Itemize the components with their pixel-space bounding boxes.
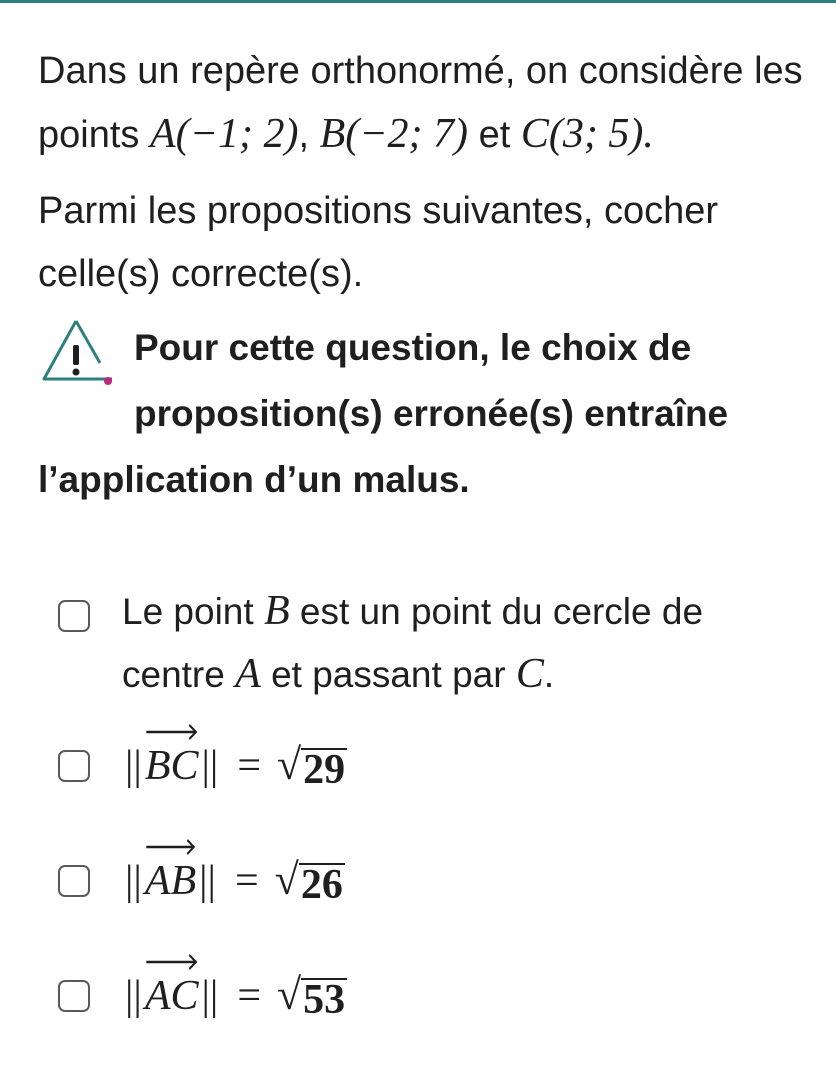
option-1[interactable] (58, 590, 818, 720)
vector-ac (145, 960, 199, 1020)
option-4-formula: || AC || = √ 53 (122, 960, 347, 1020)
vector-ab (145, 845, 196, 905)
opt4-equals: = (237, 973, 262, 1019)
option-1-checkbox[interactable] (58, 600, 90, 632)
sqrt-26: √ 26 (274, 855, 343, 908)
intro-line1: Dans un repère orthonormé, on considère les (38, 50, 803, 92)
point-c: C(3; 5). (520, 111, 654, 157)
option-2-formula: || BC || = √ 29 (122, 730, 347, 790)
points-separator: , (298, 114, 309, 156)
option-4-checkbox[interactable] (58, 980, 90, 1012)
opt1-var-c: C (515, 651, 544, 697)
sqrt-29: √ 29 (277, 740, 346, 793)
option-3-checkbox[interactable] (58, 865, 90, 897)
opt1-var-b: B (263, 588, 290, 634)
opt1-end: . (543, 654, 555, 695)
problem-statement (38, 40, 828, 167)
opt1-var-a: A (235, 651, 261, 697)
vector-bc-label: BC (144, 743, 199, 789)
opt1-part2: est un point du cercle de centre (122, 591, 704, 695)
option-1-text (122, 580, 812, 706)
opt3-equals: = (234, 858, 259, 904)
radicand-53: 53 (303, 977, 346, 1023)
vector-ac-label: AC (144, 973, 199, 1019)
opt1-part3: et passant par (271, 654, 506, 695)
point-b: B(−2; 7) (319, 111, 469, 157)
option-3[interactable] (58, 855, 818, 935)
opt1-part1: Le point (122, 591, 254, 632)
instruction-text: Parmi les propositions suivantes, cocher celle(s) correcte(s). (38, 190, 719, 295)
option-3-formula: || AB || = √ 26 (122, 845, 345, 905)
opt2-equals: = (237, 743, 262, 789)
vector-bc (145, 730, 199, 790)
warning-text: Pour cette question, le choix de proposition(s) erronée(s) entraîne l’application d’un malus. (38, 327, 729, 500)
vector-ab-label: AB (144, 858, 197, 904)
warning-triangle-icon (36, 315, 120, 387)
top-accent-rule (0, 0, 836, 3)
radicand-29: 29 (303, 747, 346, 793)
malus-warning (38, 315, 818, 513)
conjunction-et: et (478, 114, 511, 156)
option-2[interactable] (58, 740, 818, 820)
point-a: A(−1; 2) (149, 111, 299, 157)
intro-points-prefix: points (38, 114, 140, 156)
sqrt-53: √ 53 (277, 970, 346, 1023)
option-4[interactable] (58, 970, 818, 1050)
option-2-checkbox[interactable] (58, 750, 90, 782)
radicand-26: 26 (300, 862, 343, 908)
